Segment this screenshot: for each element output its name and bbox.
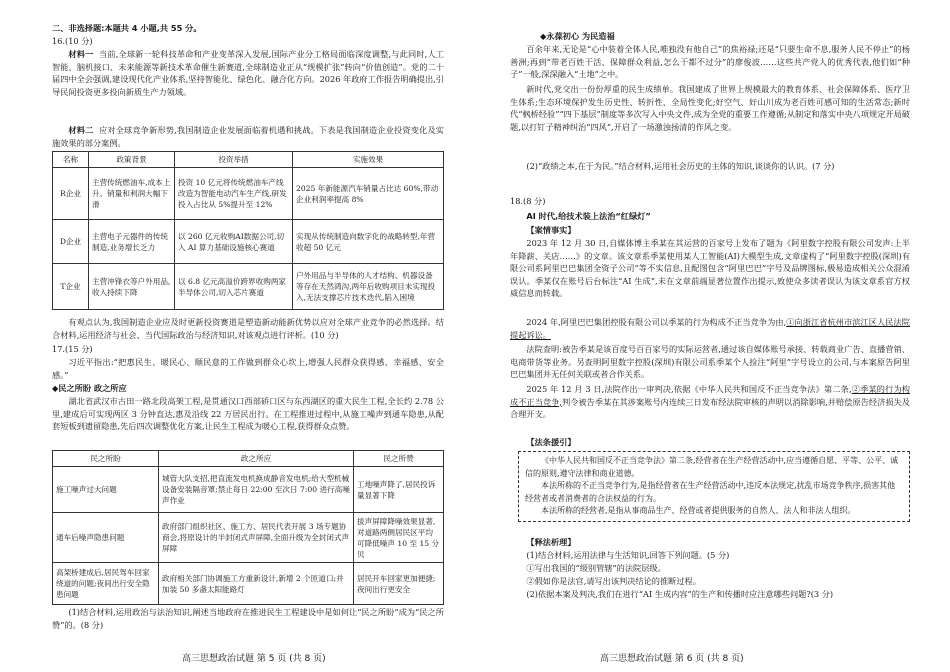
table-header: 民之所盼 [53,451,159,467]
underlined-phrase-1: ①向浙江省杭州市滨江区人民法院提起诉讼。 [510,317,910,340]
q17-para-2: 新时代,党交出一份份厚重的民生成绩单。我国建成了世界上规模最大的教育体系、社会保障体系、医疗卫生体系;生态环境保护发生历史性、转折性、全局性变化;好空气、好山川成为老百姓可感可知的生活常态;新时代“枫桥经验”“四下基层”制度等多次写入中央文件,成为全党的重要工作遵循;从制定和落实中央八项规定开局破题,以打钉子精神纠治“四风”,开启了一场激浊扬清的作风之变。 [510,84,910,132]
table-header: 实施效果 [293,152,444,168]
page-footer: 高三思想政治试题 第 5 页 (共 8 页) [182,654,326,664]
underlined-phrase-2: ②季某的行为构成不正当竞争, [510,384,910,407]
table-row [53,563,444,605]
table-header: 投资举措 [175,152,293,168]
table-cell: T企业 [53,264,89,310]
table-cell: 主营电子元器件的传统制造,业务增长乏力 [89,220,175,264]
table-cell: 居民开车回家更加便捷;夜间出行更安全 [354,563,444,605]
case-heading: 【案情事实】 [526,225,576,235]
q16-material-1 [52,48,444,98]
case-4-text-a: 2025 年 12 月 3 日,法院作出一审判决,依据《中华人民共和国反不正当竞争法》第二条, [526,384,852,394]
law-article-1: 《中华人民共和国反不正当竞争法》第二条,经营者在生产经营活动中,应当遵循自愿、平等、公平、诚信的原则,遵守法律和商业道德。 [525,456,899,478]
table-header: 政策背景 [89,152,175,168]
table-cell: 2025 年新能源汽车销量占比达 60%,带动企业利润率提高 8% [293,168,444,220]
q17-sub-question-2: (2)“政绩之本,在于为民。”结合材料,运用社会历史的主体的知识,谈谈你的认识。(7 分) [526,161,835,171]
table-cell: 以 6.8 亿元高溢价跨界收购两家半导体公司,切入芯片赛道 [175,264,293,310]
table-cell: 工地噪声降了,居民投诉量显著下降 [354,467,444,513]
material-1-text: 当前,全球新一轮科技革命和产业变革深入发展,国际产业分工格局面临深度调整,与此同时,人工智能、脑机接口、未来能源等新技术革命催生新赛道,全球制造业正从“规模扩张”转向“价值创造”。党的二十届四中全会强调,建设现代化产业体系,坚持智能化、绿色化、融合化方向。2026 年政府工作报告明确提出,引导民间投资更多投向新质生产力领域。 [52,49,444,97]
q16-number: 16.(10 分) [52,36,93,46]
case-paragraph-4 [510,383,910,421]
table-cell: 拔声屏障降噪效果显著,对道路两侧居民区平均可降低噪声 10 至 15 分贝 [354,513,444,563]
law-heading: 【法条援引】 [526,437,576,447]
q16-question: 有观点认为,我国制造企业应及时更新投资赛道是塑造新动能新优势以应对全球产业竞争的必然选择。结合材料,运用经济与社会、当代国际政治与经济知识,对该观点进行评析。(10 分) [52,317,444,340]
case-4-text-b: 判令被告季某在其涉案账号内连续三日发布经法院审核的声明以消除影响,并赔偿原告经济损失及合理开支。 [510,396,910,420]
case-paragraph-3: 法院查明:被告季某是该百度号百百家号的实际运营者,通过该自媒体账号承接、转载商业广告、直播营销、电商带货等业务。另查明阿里数字控股(深圳)有限公司系季某个人捡注“阿里”字号设立的公司,与本案原告阿里巴巴集团并无任何关联或者合作关系。 [510,344,910,380]
left-page [52,0,444,672]
law-citation-box [518,451,910,522]
q17-subhead-2: ◆永葆初心 为民造福 [540,31,615,41]
table-cell: 高架桥建成后,居民驾车回家绕道的问题;夜间出行安全隐患问题 [53,563,159,605]
table-cell: 户外用品与半导体的人才结构、机器设备等存在天然鸿沟,两年后收购项目未实现投入,无法支撑芯片技术迭代,陷入困境 [293,264,444,310]
q16-material-2 [52,124,444,149]
page-footer: 高三思想政治试题 第 6 页 (共 8 页) [600,654,744,664]
q17-subhead: ◆民之所盼 政之所应 [52,383,127,393]
right-page [510,0,910,672]
q17-quote: 习近平指出:“把惠民生、暖民心、顺民意的工作做到群众心坎上,增强人民群众获得感、幸福感、安全感。” [52,357,444,380]
q17-para-1: 百余年来,无论是“心中装着全体人民,唯独没有他自己”的焦裕禄;还是“只要生命不息,服务人民不停止”的杨善洲;再到“带老百姓干活、保障群众利益,怎么干都不过分”的廖俊波……这些共产党人的优秀代表,他们如“种子”一般,深深融入“土地”之中。 [510,44,910,80]
table-header: 政之所应 [159,451,354,467]
table-cell: 投资 10 亿元将传统燃油车产线改造为智能电动汽车生产线,研发投入占比从 5%提升至 12% [175,168,293,220]
q18-number: 18.(8 分) [510,196,546,206]
law-article-3: 本法所称的经营者,是指从事商品生产、经营或者提供服务的自然人、法人和非法人组织。 [541,506,856,515]
analysis-question-1-ii: ②假如你是法官,请写出该判决结论的推断过程。 [526,576,701,586]
material-1-title: 材料一 [68,49,94,59]
table-header: 名称 [53,152,89,168]
table-row [53,220,444,264]
table-row [53,513,444,563]
table-row [53,168,444,220]
table-cell: R企业 [53,168,89,220]
table-cell: 施工噪声过大问题 [53,467,159,513]
table-cell: 以 260 亿元收购AI数据公司,切入 AI 算力基础设施核心赛道 [175,220,293,264]
table-cell: 实现从传统制造向数字化的战略转型,年营收超 50 亿元 [293,220,444,264]
material-2-text: 应对全球竞争新形势,我国制造企业发展面临着机遇和挑战。下表是我国制造企业投资变化及实施效果的部分案例。 [52,125,444,148]
q17-number: 17.(15 分) [52,344,93,354]
case-2-text: 2024 年,阿里巴巴集团控股有限公司以季某的行为构成不正当竞争为由, [526,317,787,327]
table-row [53,264,444,310]
table-cell: D企业 [53,220,89,264]
law-article-2: 本法所称的不正当竞争行为,是指经营者在生产经营活动中,违反本法规定,扰乱市场竞争秩序,损害其他经营者或者消费者的合法权益的行为。 [525,481,896,503]
table-cell: 政府部门组织社区、施工方、居民代表开展 3 场专题协商会,将原设计的半封闭式声屏障,全面升级为全封闭式声屏障 [159,513,354,563]
analysis-heading: 【释法析理】 [526,537,576,547]
q17-text: 湖北省武汉市古田一路北段高架工程,是贯通汉口西部硚口区与东西湖区的重大民生工程,全长约 2.78 公里,建成后可实现两区 3 分钟直达,惠及沿线 22 万居民出行。在工程推进过程中,从施工噪声到通车隐患,从配套短板到遗留隐患,先后四次调整优化方案,让民生工程成为暖心工程,获得群众点赞。 [52,396,444,432]
table-row [53,467,444,513]
case-paragraph-1: 2023 年 12 月 30 日,自媒体博主季某在其运营的百家号上发布了题为《阿里数字控股有限公司发声:上半年降薪、关店……》的文章。该文章系季某使用某人工智能(AI)大模型生成,文章虚构了“阿里数字控股(深圳)有限公司系阿里巴巴集团全资子公司”等不实信息,且配图包含“阿里巴巴”字号及品牌图标,极易造成相关公众混淆误认。季某仅在账号后台标注“AI 生成”,未在文章前端显著位置作出提示,致使众多读者误认为该文章系官方权威信息而转载。 [510,238,910,299]
table-cell: 主营传统燃油车,成本上升、销量和利润大幅下滑 [89,168,175,220]
analysis-question-1: (1)结合材料,运用法律与生活知识,回答下列问题。(5 分) [526,550,730,560]
analysis-question-2: (2)依据本案及判决,我们在进行“AI 生成内容”的生产和传播时应注意哪些问题?(3 分) [526,589,834,599]
investment-table [52,151,444,310]
analysis-question-1-i: ①写出我国的“级别管辖”的法院层级。 [526,563,666,573]
q17-sub-question-1: (1)结合材料,运用政治与法治知识,阐述当地政府在推进民生工程建设中是如何让“民之所盼”成为“民之所赞”的。(8 分) [52,607,444,630]
livelihood-table [52,450,444,605]
table-cell: 主营冲锋衣等户外用品,收入持续下降 [89,264,175,310]
table-cell: 政府相关部门协调施工方重新设计,新增 2 个匝道口;并加装 50 多盏太阳能路灯 [159,563,354,605]
section-header: 二、非选择题:本题共 4 小题,共 55 分。 [52,23,202,33]
case-paragraph-2 [510,316,910,341]
table-header: 民之所赞 [354,451,444,467]
material-2-title: 材料二 [68,125,94,135]
table-cell: 通车后噪声隐患问题 [53,513,159,563]
table-cell: 城管大队支招,把直流发电机换成静音发电机;给大型机械设备安装隔音罩;禁止每日 22:00 至次日 7:00 进行高噪声作业 [159,467,354,513]
q18-title: AI 时代,给技术装上法治“红绿灯” [526,211,651,221]
